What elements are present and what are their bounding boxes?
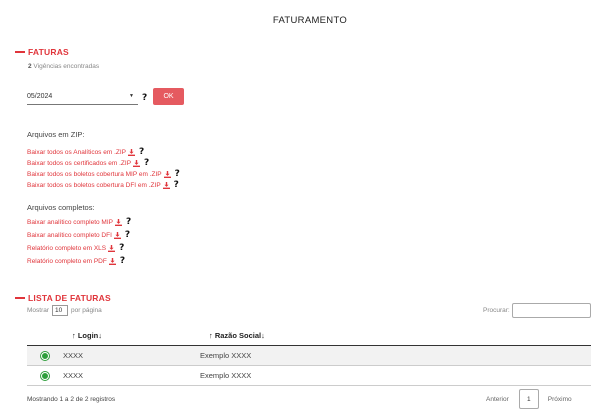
chevron-down-icon: ▼ bbox=[129, 93, 134, 99]
pagination-page-button[interactable]: 1 bbox=[519, 389, 539, 409]
download-icon[interactable] bbox=[108, 245, 115, 252]
section-accent-bar bbox=[15, 51, 25, 53]
help-icon[interactable]: ? bbox=[142, 93, 148, 103]
help-icon[interactable]: ? bbox=[119, 256, 126, 266]
faturas-table bbox=[27, 325, 591, 386]
records-info: Mostrando 1 a 2 de 2 registros bbox=[27, 396, 116, 403]
column-header-razao-social[interactable]: ↑ Razão Social↓ bbox=[209, 330, 265, 340]
list-item bbox=[27, 229, 131, 242]
cell-razao-social: Exemplo XXXX bbox=[200, 371, 252, 380]
status-dot-icon bbox=[41, 352, 49, 360]
help-icon[interactable]: ? bbox=[119, 243, 125, 253]
period-select[interactable] bbox=[27, 88, 138, 105]
column-header-login[interactable]: ↑ Login↓ bbox=[72, 330, 102, 340]
list-item bbox=[27, 147, 180, 158]
report-xls-link[interactable]: Relatório completo em XLS bbox=[27, 245, 107, 252]
cell-login: XXXX bbox=[63, 371, 84, 380]
page-size-input[interactable] bbox=[52, 305, 68, 316]
download-analitico-dfi-link[interactable]: Baixar analítico completo DFI bbox=[27, 232, 112, 239]
search-label: Procurar: bbox=[483, 307, 510, 314]
list-item bbox=[27, 216, 131, 229]
per-page-label: por página bbox=[71, 307, 102, 314]
download-all-certificados-zip-link[interactable]: Baixar todos os certificados em .ZIP bbox=[27, 160, 132, 167]
faturas-section-header bbox=[15, 47, 69, 57]
pagination-next-button[interactable]: Próximo bbox=[547, 395, 572, 403]
report-pdf-link[interactable]: Relatório completo em PDF bbox=[27, 258, 107, 265]
download-icon[interactable] bbox=[115, 219, 122, 226]
vigencias-count bbox=[28, 63, 99, 70]
vigencias-number: 2 bbox=[28, 63, 32, 70]
pagination bbox=[486, 389, 572, 409]
lista-section-header bbox=[15, 293, 111, 303]
faturas-section-title: FATURAS bbox=[28, 47, 69, 57]
download-icon[interactable] bbox=[114, 232, 121, 239]
list-item bbox=[27, 255, 131, 268]
zip-files-title: Arquivos em ZIP: bbox=[27, 130, 85, 139]
zip-links-list bbox=[27, 147, 180, 191]
help-icon[interactable]: ? bbox=[125, 217, 132, 227]
table-header bbox=[27, 325, 591, 346]
page-size-control bbox=[27, 305, 102, 316]
period-select-value: 05/2024 bbox=[27, 92, 53, 100]
table-row bbox=[27, 366, 591, 386]
status-dot-icon bbox=[41, 372, 49, 380]
search-control bbox=[483, 303, 591, 318]
download-icon[interactable] bbox=[164, 171, 171, 178]
help-icon[interactable]: ? bbox=[139, 147, 145, 157]
list-item bbox=[27, 158, 180, 169]
cell-razao-social: Exemplo XXXX bbox=[200, 351, 252, 360]
download-icon[interactable] bbox=[133, 160, 140, 167]
ok-button[interactable]: OK bbox=[153, 88, 184, 105]
help-icon[interactable]: ? bbox=[173, 180, 179, 190]
page-title: FATURAMENTO bbox=[272, 15, 348, 26]
help-icon[interactable]: ? bbox=[144, 158, 150, 168]
download-icon[interactable] bbox=[128, 149, 135, 156]
table-row bbox=[27, 346, 591, 366]
row-status-toggle[interactable] bbox=[27, 372, 63, 380]
download-icon[interactable] bbox=[163, 182, 170, 189]
help-icon[interactable]: ? bbox=[124, 230, 131, 240]
lista-section-title: LISTA DE FATURAS bbox=[28, 293, 111, 303]
complete-links-list bbox=[27, 216, 131, 268]
list-item bbox=[27, 242, 131, 255]
download-all-boletos-mip-zip-link[interactable]: Baixar todos os boletos cobertura MIP em .ZIP bbox=[27, 171, 162, 178]
cell-login: XXXX bbox=[63, 351, 84, 360]
vigencias-label: Vigências encontradas bbox=[31, 63, 100, 70]
show-label: Mostrar bbox=[27, 307, 50, 314]
download-analitico-mip-link[interactable]: Baixar analítico completo MIP bbox=[27, 219, 113, 226]
list-item bbox=[27, 169, 180, 180]
list-item bbox=[27, 180, 180, 191]
search-input[interactable] bbox=[512, 303, 591, 318]
complete-files-title: Arquivos completos: bbox=[27, 203, 95, 212]
section-accent-bar bbox=[15, 297, 25, 299]
help-icon[interactable]: ? bbox=[174, 169, 180, 179]
pagination-prev-button[interactable]: Anterior bbox=[486, 395, 509, 403]
row-status-toggle[interactable] bbox=[27, 352, 63, 360]
download-icon[interactable] bbox=[109, 258, 116, 265]
download-all-analiticos-zip-link[interactable]: Baixar todos os Analíticos em .ZIP bbox=[27, 149, 126, 156]
download-all-boletos-dfi-zip-link[interactable]: Baixar todos os boletos cobertura DFI em .ZIP bbox=[27, 182, 161, 189]
